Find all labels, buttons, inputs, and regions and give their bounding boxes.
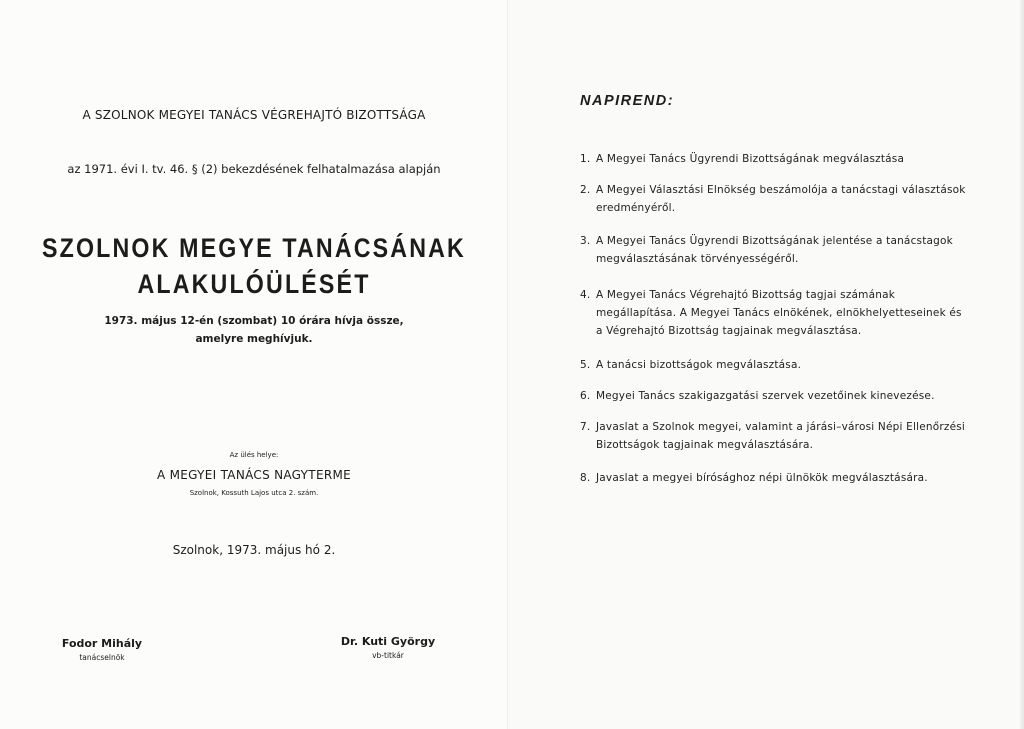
agenda-item (580, 469, 970, 487)
headline-line-1: SZOLNOK MEGYE TANÁCSÁNAK (41, 233, 466, 263)
agenda-item (580, 150, 970, 168)
agenda-item-text: A Megyei Tanács Ügyrendi Bizottságának megválasztása (596, 153, 905, 165)
headline-line-2: ALAKULÓÜLÉSÉT (137, 269, 371, 299)
legal-basis: az 1971. évi I. tv. 46. § (2) bekezdésének felhatalmazása alapján (67, 162, 441, 176)
agenda-title: NAPIREND: (580, 93, 675, 109)
agenda-item-number: 8. (580, 472, 591, 484)
agenda-item-text: A Megyei Tanács Ügyrendi Bizottságának jelentése a tanácstagok megválasztásának törvényességéről. (596, 235, 953, 265)
signature-block-chairman (50, 637, 154, 662)
agenda-item-number: 1. (580, 153, 591, 165)
venue-address: Szolnok, Kossuth Lajos utca 2. szám. (189, 489, 319, 497)
dateline: Szolnok, 1973. május hó 2. (172, 543, 336, 557)
venue-name: A MEGYEI TANÁCS NAGYTERME (156, 468, 351, 482)
agenda-item-number: 7. (580, 421, 591, 433)
agenda-item (580, 418, 970, 454)
agenda-item-number: 5. (580, 359, 591, 371)
agenda-item-text: A Megyei Választási Elnökség beszámolója a tanácstagi választások eredményéről. (596, 184, 966, 214)
signature-block-secretary (336, 635, 440, 660)
venue-label: Az ülés helye: (229, 451, 279, 459)
agenda-item-text: Megyei Tanács szakigazgatási szervek vezetőinek kinevezése. (596, 390, 935, 402)
signatory-name: Fodor Mihály (61, 637, 143, 650)
signatory-role: vb-titkár (372, 651, 404, 660)
page-edge (1020, 0, 1024, 729)
signatory-name: Dr. Kuti György (340, 635, 436, 648)
agenda-item-number: 2. (580, 184, 591, 196)
issuer-heading: A SZOLNOK MEGYEI TANÁCS VÉGREHAJTÓ BIZOTTSÁGA (82, 108, 426, 122)
invitation-text (0, 312, 508, 348)
agenda-item-text: A tanácsi bizottságok megválasztása. (596, 359, 802, 371)
agenda-item-number: 6. (580, 390, 591, 402)
agenda-item (580, 286, 970, 340)
agenda-item-text: Javaslat a Szolnok megyei, valamint a járási–városi Népi Ellenőrzési Bizottságok tagjainak megválasztására. (596, 421, 966, 451)
agenda-item (580, 387, 970, 405)
agenda-item-text: A Megyei Tanács Végrehajtó Bizottság tagjai számának megállapítása. A Megyei Tanács elnökének, elnökhelyetteseinek és a Végrehajtó Bizottság tagjainak megválasztása. (596, 289, 962, 337)
invitation-line-1: 1973. május 12-én (szombat) 10 órára hívja össze, (104, 315, 404, 327)
agenda-item (580, 232, 970, 268)
left-page (0, 0, 508, 729)
signatory-role: tanácselnök (79, 653, 125, 662)
right-page (508, 0, 1024, 729)
invitation-line-2: amelyre meghívjuk. (195, 333, 313, 345)
invitation-headline (36, 230, 473, 302)
agenda-item-number: 4. (580, 289, 591, 301)
agenda-item-text: Javaslat a megyei bírósághoz népi ülnökök megválasztására. (596, 472, 928, 484)
agenda-item (580, 181, 970, 217)
agenda-item-number: 3. (580, 235, 591, 247)
agenda-item (580, 356, 970, 374)
